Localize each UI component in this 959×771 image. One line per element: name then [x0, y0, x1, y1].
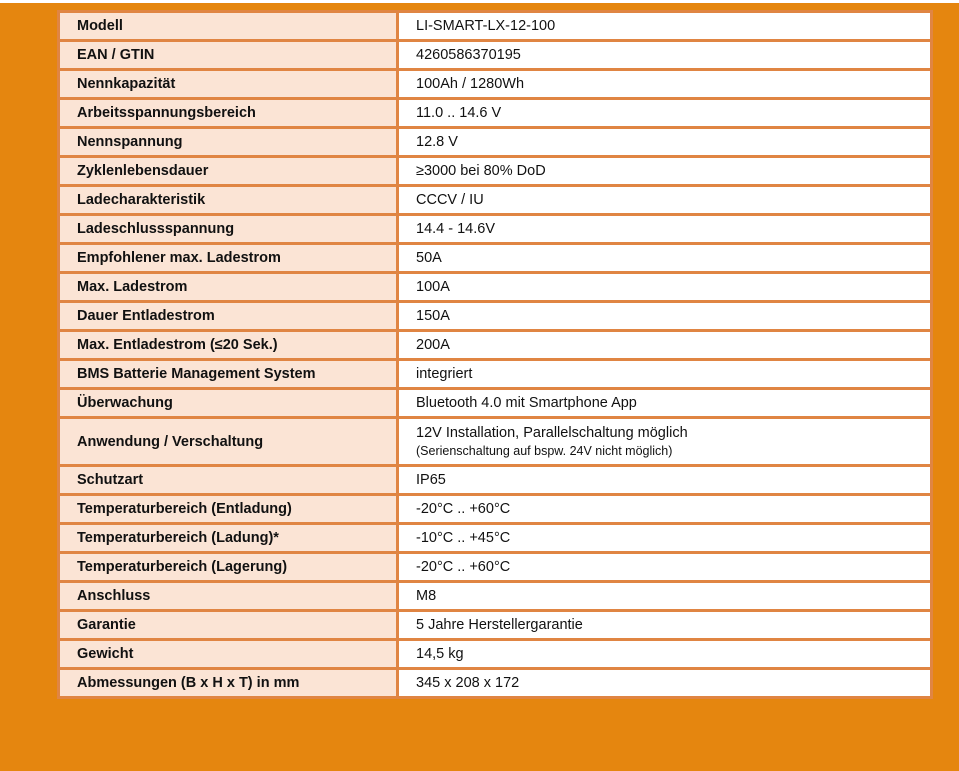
table-row	[59, 215, 932, 244]
spec-value	[398, 389, 932, 418]
spec-value	[398, 331, 932, 360]
spec-value	[398, 466, 932, 495]
spec-label: Temperaturbereich (Entladung)	[59, 495, 398, 524]
spec-value	[398, 582, 932, 611]
spec-label: Max. Entladestrom (≤20 Sek.)	[59, 331, 398, 360]
spec-table	[57, 10, 933, 699]
spec-value	[398, 495, 932, 524]
spec-value-text: 50A	[416, 250, 442, 266]
spec-label: Schutzart	[59, 466, 398, 495]
spec-value	[398, 640, 932, 669]
table-row	[59, 495, 932, 524]
spec-value	[398, 186, 932, 215]
table-row	[59, 41, 932, 70]
spec-label: Zyklenlebensdauer	[59, 157, 398, 186]
table-row	[59, 418, 932, 466]
spec-value-text: CCCV / IU	[416, 192, 484, 208]
spec-label: Max. Ladestrom	[59, 273, 398, 302]
spec-label: Garantie	[59, 611, 398, 640]
table-row	[59, 157, 932, 186]
spec-label: Ladeschlussspannung	[59, 215, 398, 244]
spec-label: Temperaturbereich (Ladung)*	[59, 524, 398, 553]
spec-value	[398, 244, 932, 273]
spec-value	[398, 302, 932, 331]
spec-value	[398, 553, 932, 582]
spec-value	[398, 99, 932, 128]
table-row	[59, 360, 932, 389]
table-row	[59, 553, 932, 582]
spec-label: EAN / GTIN	[59, 41, 398, 70]
spec-value	[398, 12, 932, 41]
spec-value-text: 4260586370195	[416, 47, 521, 63]
spec-value-text: 14,5 kg	[416, 646, 464, 662]
spec-label: BMS Batterie Management System	[59, 360, 398, 389]
spec-value-text: -20°C .. +60°C	[416, 501, 511, 517]
spec-value	[398, 524, 932, 553]
spec-value-text: Bluetooth 4.0 mit Smartphone App	[416, 395, 637, 411]
spec-value-text: integriert	[416, 366, 473, 382]
spec-label: Nennkapazität	[59, 70, 398, 99]
spec-label: Abmessungen (B x H x T) in mm	[59, 669, 398, 698]
table-row	[59, 611, 932, 640]
spec-value-text: LI-SMART-LX-12-100	[416, 18, 556, 34]
top-strip	[0, 0, 959, 3]
spec-value-text: 12V Installation, Parallelschaltung möglich	[416, 425, 688, 441]
table-row	[59, 128, 932, 157]
table-row	[59, 640, 932, 669]
spec-value	[398, 360, 932, 389]
spec-value	[398, 128, 932, 157]
spec-value-text: 200A	[416, 337, 450, 353]
spec-value-text: IP65	[416, 472, 446, 488]
spec-value-note: (Serienschaltung auf bspw. 24V nicht möglich)	[416, 444, 673, 458]
table-row	[59, 524, 932, 553]
spec-value-text: 12.8 V	[416, 134, 458, 150]
spec-label: Temperaturbereich (Lagerung)	[59, 553, 398, 582]
spec-label: Anwendung / Verschaltung	[59, 418, 398, 466]
table-row	[59, 302, 932, 331]
spec-label: Ladecharakteristik	[59, 186, 398, 215]
spec-value-text: 100A	[416, 279, 450, 295]
table-row	[59, 186, 932, 215]
spec-value	[398, 418, 932, 466]
spec-value	[398, 157, 932, 186]
spec-value-text: ≥3000 bei 80% DoD	[416, 163, 546, 179]
spec-value-text: -10°C .. +45°C	[416, 530, 511, 546]
spec-label: Gewicht	[59, 640, 398, 669]
table-row	[59, 466, 932, 495]
spec-label: Empfohlener max. Ladestrom	[59, 244, 398, 273]
table-row	[59, 582, 932, 611]
table-row	[59, 389, 932, 418]
table-row	[59, 99, 932, 128]
spec-value	[398, 669, 932, 698]
table-row	[59, 12, 932, 41]
spec-value-text: 5 Jahre Herstellergarantie	[416, 617, 583, 633]
spec-value	[398, 273, 932, 302]
table-row	[59, 273, 932, 302]
table-row	[59, 70, 932, 99]
spec-value-text: 11.0 .. 14.6 V	[416, 105, 502, 121]
spec-value-text: 345 x 208 x 172	[416, 675, 520, 691]
spec-value-text: 14.4 - 14.6V	[416, 221, 495, 237]
table-row	[59, 669, 932, 698]
spec-value-text: 150A	[416, 308, 450, 324]
spec-value	[398, 215, 932, 244]
spec-label: Nennspannung	[59, 128, 398, 157]
spec-label: Arbeitsspannungsbereich	[59, 99, 398, 128]
spec-label: Dauer Entladestrom	[59, 302, 398, 331]
spec-value	[398, 611, 932, 640]
table-row	[59, 331, 932, 360]
spec-label: Anschluss	[59, 582, 398, 611]
spec-label: Überwachung	[59, 389, 398, 418]
table-row	[59, 244, 932, 273]
spec-value-text: M8	[416, 588, 437, 604]
spec-value	[398, 70, 932, 99]
spec-value	[398, 41, 932, 70]
spec-value-text: 100Ah / 1280Wh	[416, 76, 525, 92]
spec-value-text: -20°C .. +60°C	[416, 559, 511, 575]
spec-label: Modell	[59, 12, 398, 41]
